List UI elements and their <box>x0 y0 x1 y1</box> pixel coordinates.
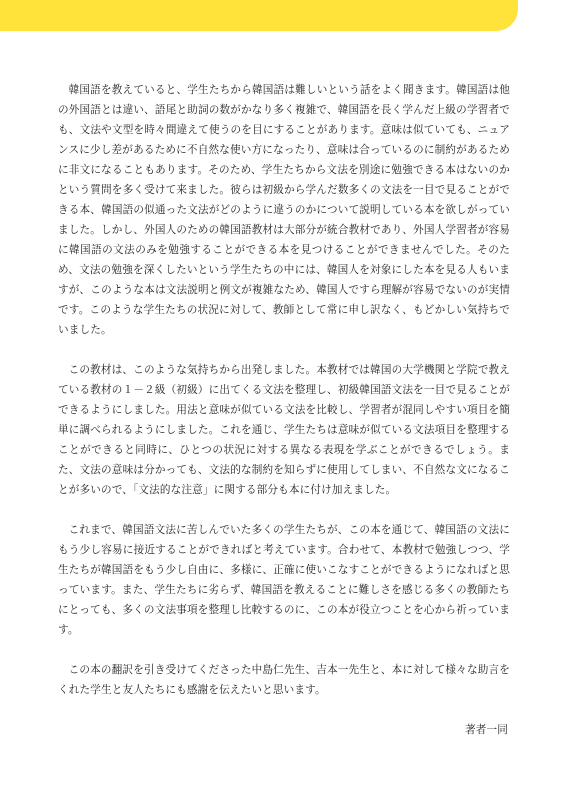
preface-paragraph-1: 韓国語を教えていると、学生たちから韓国語は難しいという話をよく聞きます。韓国語は他の外国語とは違い、語尾と助詞の数がかなり多く複雑で、韓国語を長く学んだ上級の学習者でも、文法や文型を時々間違えて使うのを目にすることがあります。意味は似ていても、ニュアンスに少し差があるために不自然な使い方になったり、意味は合っているのに制約があるために非文になることもあります。そのため、学生たちから文法を別途に勉強できる本はないのかという質問を多く受けて来ました。彼らは初級から学んだ数多くの文法を一目で見ることができる本、韓国語の似通った文法がどのように違うのかについて説明している本を欲しがっていました。しかし、外国人のための韓国語教材は大部分が統合教材であり、外国人学習者が容易に韓国語の文法のみを勉強することができる本を見つけることができませんでした。そのため、文法の勉強を深くしたいという学生たちの中には、韓国人を対象にした本を見る人もいますが、このような本は文法説明と例文が複雑なため、韓国人ですら理解が容易でないのが実情です。このような学生たちの状況に対して、教師として常に申し訳なく、もどかしい気持ちでいました。 <box>58 84 510 336</box>
paragraph-spacer <box>58 500 510 520</box>
author-signature: 著者一同 <box>465 724 508 736</box>
preface-body <box>58 80 510 740</box>
paragraph-spacer <box>58 700 510 720</box>
preface-paragraph-3: これまで、韓国語文法に苦しんでいた多くの学生たちが、この本を通じて、韓国語の文法にもう少し容易に接近することができればと考えています。合わせて、本教材で勉強しつつ、学生たちが韓国語をもう少し自由に、多様に、正確に使いこなすことができるようになればと思っています。また、学生たちに劣らず、韓国語を教えることに難しさを感じる多くの教師たちにとっても、多くの文法事項を整理し比較するのに、この本が役立つことを心から祈っています。 <box>58 524 510 636</box>
paragraph-spacer <box>58 340 510 360</box>
preface-paragraph-2: この教材は、このような気持ちから出発しました。本教材では韓国の大学機関と学院で教えている教材の１－２級（初級）に出てくる文法を整理し、初級韓国語文法を一目で見ることができるようにしました。用法と意味が似ている文法を比較し、学習者が混同しやすい項目を簡単に調べられるようにしました。これを通じ、学生たちは意味が似ている文法項目を整理することができると同時に、ひとつの状況に対する異なる表現を学ぶことができるでしょう。また、文法の意味は分かっても、文法的な制約を知らずに使用してしまい、不自然な文になることが多いので、「文法的な注意」に関する部分も本に付け加えました。 <box>58 364 510 496</box>
preface-paragraph-4: この本の翻訳を引き受けてくださった中島仁先生、吉本一先生と、本に対して様々な助言をくれた学生と友人たちにも感謝を伝えたいと思います。 <box>58 664 510 696</box>
header-band <box>0 0 518 31</box>
paragraph-spacer <box>58 640 510 660</box>
